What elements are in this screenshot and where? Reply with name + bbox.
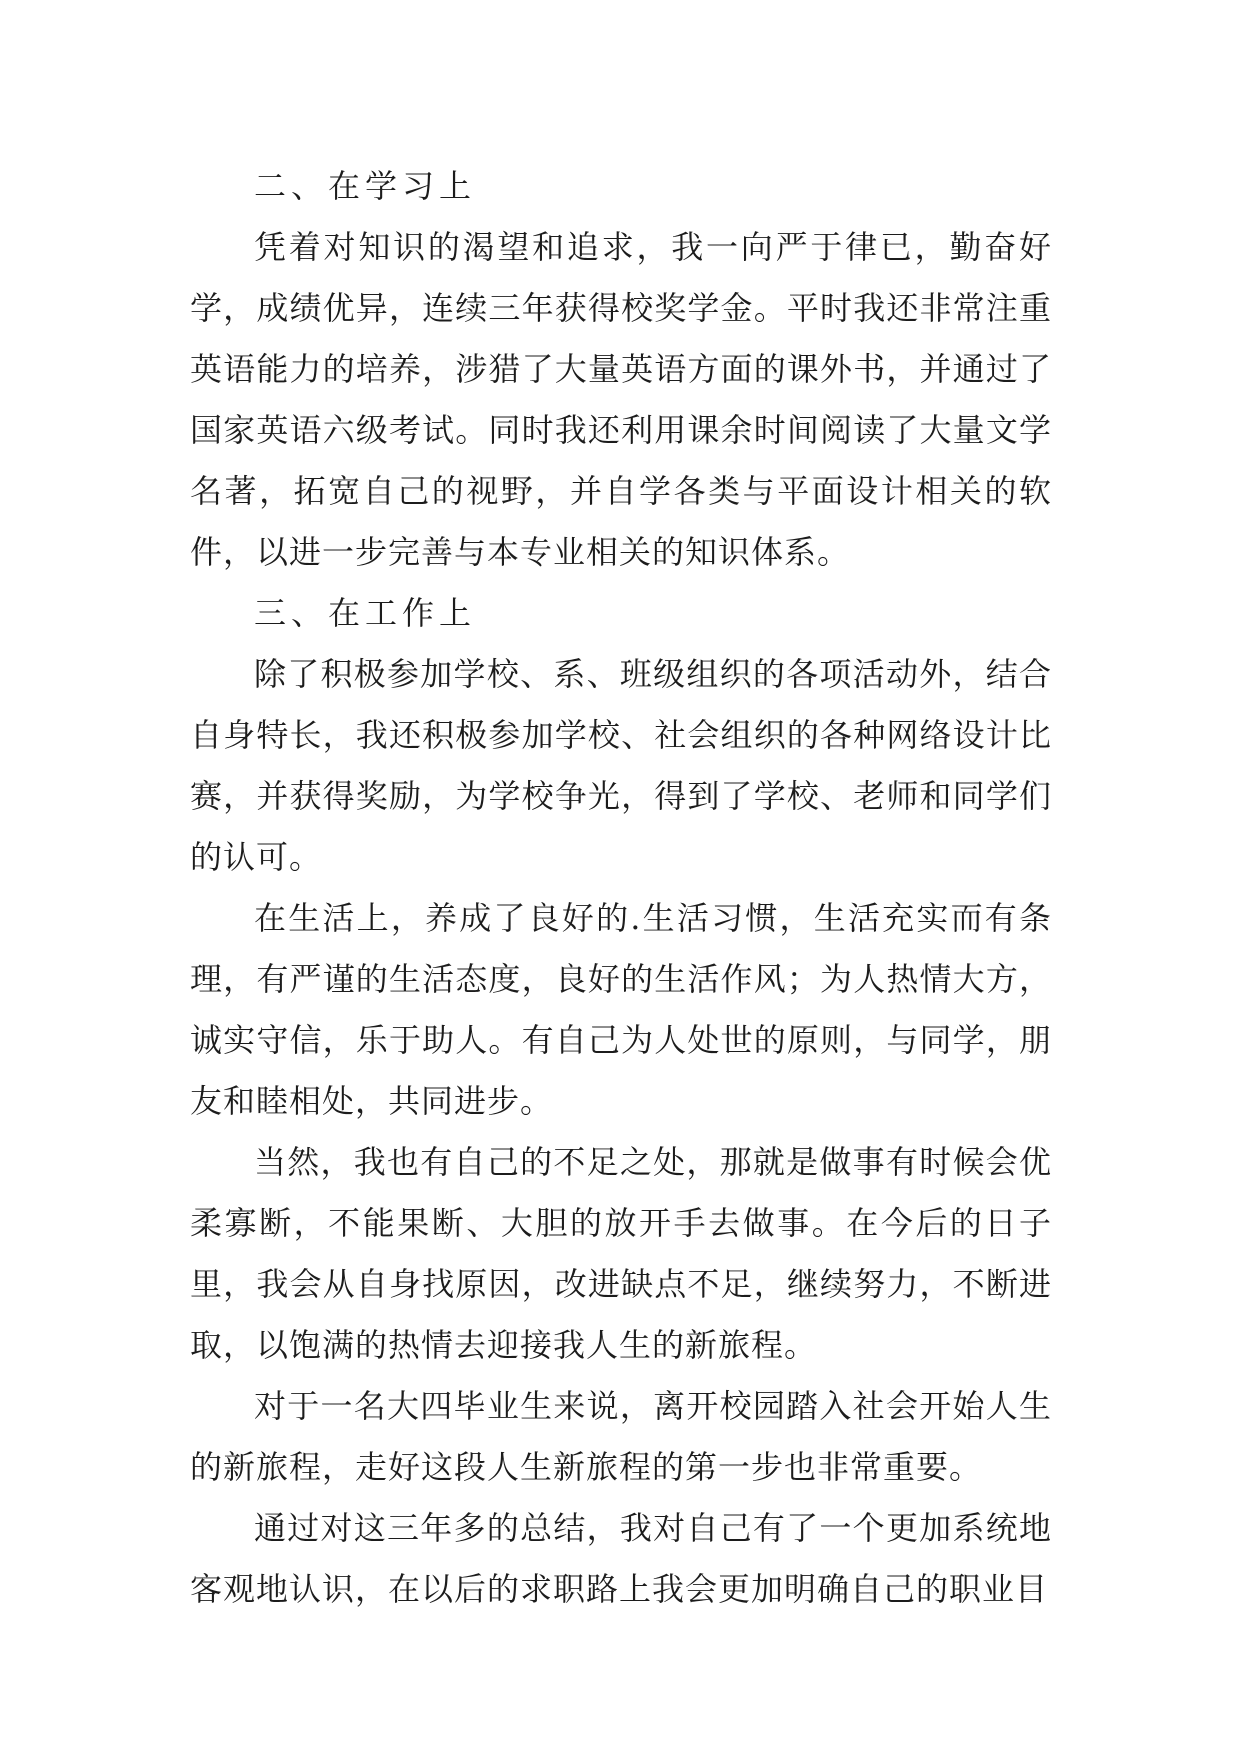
paragraph-graduate: 对于一名大四毕业生来说，离开校园踏入社会开始人生的新旅程，走好这段人生新旅程的第一步也非常重要。 xyxy=(190,1387,1052,1486)
paragraph-summary: 通过对这三年多的总结，我对自己有了一个更加系统地客观地认识，在以后的求职路上我会更加明确自己的职业目 xyxy=(190,1509,1052,1608)
section-heading-study: 二、在学习上 xyxy=(254,167,477,205)
paragraph-life: 在生活上，养成了良好的.生活习惯，生活充实而有条理，有严谨的生活态度，良好的生活作风；为人热情大方，诚实守信，乐于助人。有自己为人处世的原则，与同学，朋友和睦相处，共同进步。 xyxy=(190,899,1052,1120)
paragraph-shortcoming: 当然，我也有自己的不足之处，那就是做事有时候会优柔寡断，不能果断、大胆的放开手去做事。在今后的日子里，我会从自身找原因，改进缺点不足，继续努力，不断进取，以饱满的热情去迎接我人生的新旅程。 xyxy=(190,1143,1052,1364)
section-heading-work: 三、在工作上 xyxy=(254,594,477,632)
paragraph-work: 除了积极参加学校、系、班级组织的各项活动外，结合自身特长，我还积极参加学校、社会组织的各种网络设计比赛，并获得奖励，为学校争光，得到了学校、老师和同学们的认可。 xyxy=(190,655,1052,876)
document-body xyxy=(190,156,1052,1620)
paragraph-study: 凭着对知识的渴望和追求，我一向严于律已，勤奋好学，成绩优异，连续三年获得校奖学金。平时我还非常注重英语能力的培养，涉猎了大量英语方面的课外书，并通过了国家英语六级考试。同时我还利用课余时间阅读了大量文学名著，拓宽自己的视野，并自学各类与平面设计相关的软件，以进一步完善与本专业相关的知识体系。 xyxy=(190,228,1052,571)
